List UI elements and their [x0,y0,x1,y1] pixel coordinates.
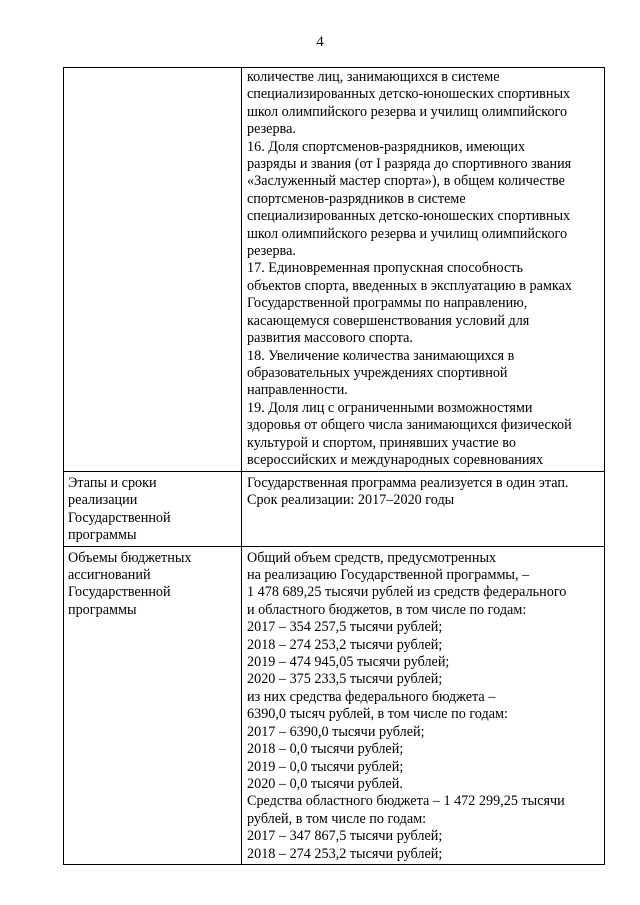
text-line: специализированных детско-юношеских спортивных [247,86,571,103]
page-number: 4 [316,34,324,50]
text-line: Общий объем средств, предусмотренных [247,549,497,566]
text-line: школ олимпийского резерва и училищ олимпийского [247,103,568,120]
text-line: 2018 – 274 253,2 тысячи рублей; [247,636,443,653]
table-row-budget-allocations [64,546,605,864]
text-line: школ олимпийского резерва и училищ олимпийского [247,225,568,242]
text-line: 18. Увеличение количества занимающихся в [247,347,515,364]
text-line: и областного бюджетов, в том числе по годам: [247,601,527,618]
text-line: культурой и спортом, принявших участие во [247,434,516,451]
text-line: 2019 – 0,0 тысячи рублей; [247,758,404,775]
label-line: программы [68,601,137,618]
text-line: 1 478 689,25 тысячи рублей из средств федерального [247,584,567,601]
text-line: на реализацию Государственной программы, – [247,567,530,584]
text-line: 2018 – 274 253,2 тысячи рублей; [247,845,443,862]
budget-allocations-value-cell [242,546,605,864]
label-line: Государственной [68,509,171,526]
table-row-indicators-continuation [64,68,605,472]
text-line: резерва. [247,243,296,260]
text-line: 2020 – 375 233,5 тысячи рублей; [247,671,443,688]
text-line: всероссийских и международных соревнованиях [247,451,544,468]
text-line: 19. Доля лиц с ограниченными возможностями [247,399,533,416]
indicators-list-cell [242,68,605,472]
label-line: реализации [68,492,138,509]
text-line: 2020 – 0,0 тысячи рублей. [247,775,403,792]
text-line: образовательных учреждениях спортивной [247,364,508,381]
text-line: 2017 – 354 257,5 тысячи рублей; [247,619,443,636]
stages-and-terms-value-cell [242,472,605,547]
row-label-budget-allocations [64,546,242,864]
program-passport-table [63,67,605,865]
text-line: специализированных детско-юношеских спортивных [247,208,571,225]
label-line: программы [68,527,137,544]
text-line: 2018 – 0,0 тысячи рублей; [247,741,404,758]
row-label-stages-and-terms [64,472,242,547]
label-line: Государственной [68,584,171,601]
text-line: Государственная программа реализуется в один этап. [247,475,569,491]
text-line: здоровья от общего числа занимающихся физической [247,417,572,434]
text-line: рублей, в том числе по годам: [247,810,427,827]
text-line: развития массового спорта. [247,330,413,347]
text-line: разряды и звания (от I разряда до спортивного звания [247,156,572,173]
text-line: направленности. [247,382,348,399]
text-line: 2019 – 474 945,05 тысячи рублей; [247,654,450,671]
text-line: «Заслуженный мастер спорта»), в общем количестве [247,173,565,190]
text-line: Средства областного бюджета – 1 472 299,25 тысячи [247,793,565,810]
text-line: 16. Доля спортсменов-разрядников, имеющих [247,138,526,155]
label-line: ассигнований [68,567,151,584]
row-label-empty [64,68,242,472]
text-line: резерва. [247,121,296,138]
text-line: Государственной программы по направлению, [247,295,528,312]
text-line: 2017 – 6390,0 тысячи рублей; [247,723,425,740]
text-line: спортсменов-разрядников в системе [247,190,466,207]
text-line: из них средства федерального бюджета – [247,688,496,705]
text-line: Срок реализации: 2017–2020 годы [247,492,455,509]
label-line: Этапы и сроки [68,475,157,491]
text-line: 6390,0 тысяч рублей, в том числе по годам: [247,706,508,723]
label-line: Объемы бюджетных [68,549,192,566]
text-line: 17. Единовременная пропускная способность [247,260,523,277]
text-line: объектов спорта, введенных в эксплуатацию в рамках [247,277,572,294]
text-line: 2017 – 347 867,5 тысячи рублей; [247,828,443,845]
text-line: касающемуся совершенствования условий для [247,312,530,329]
table-row-stages-and-terms [64,472,605,547]
text-line: количестве лиц, занимающихся в системе [247,69,500,85]
